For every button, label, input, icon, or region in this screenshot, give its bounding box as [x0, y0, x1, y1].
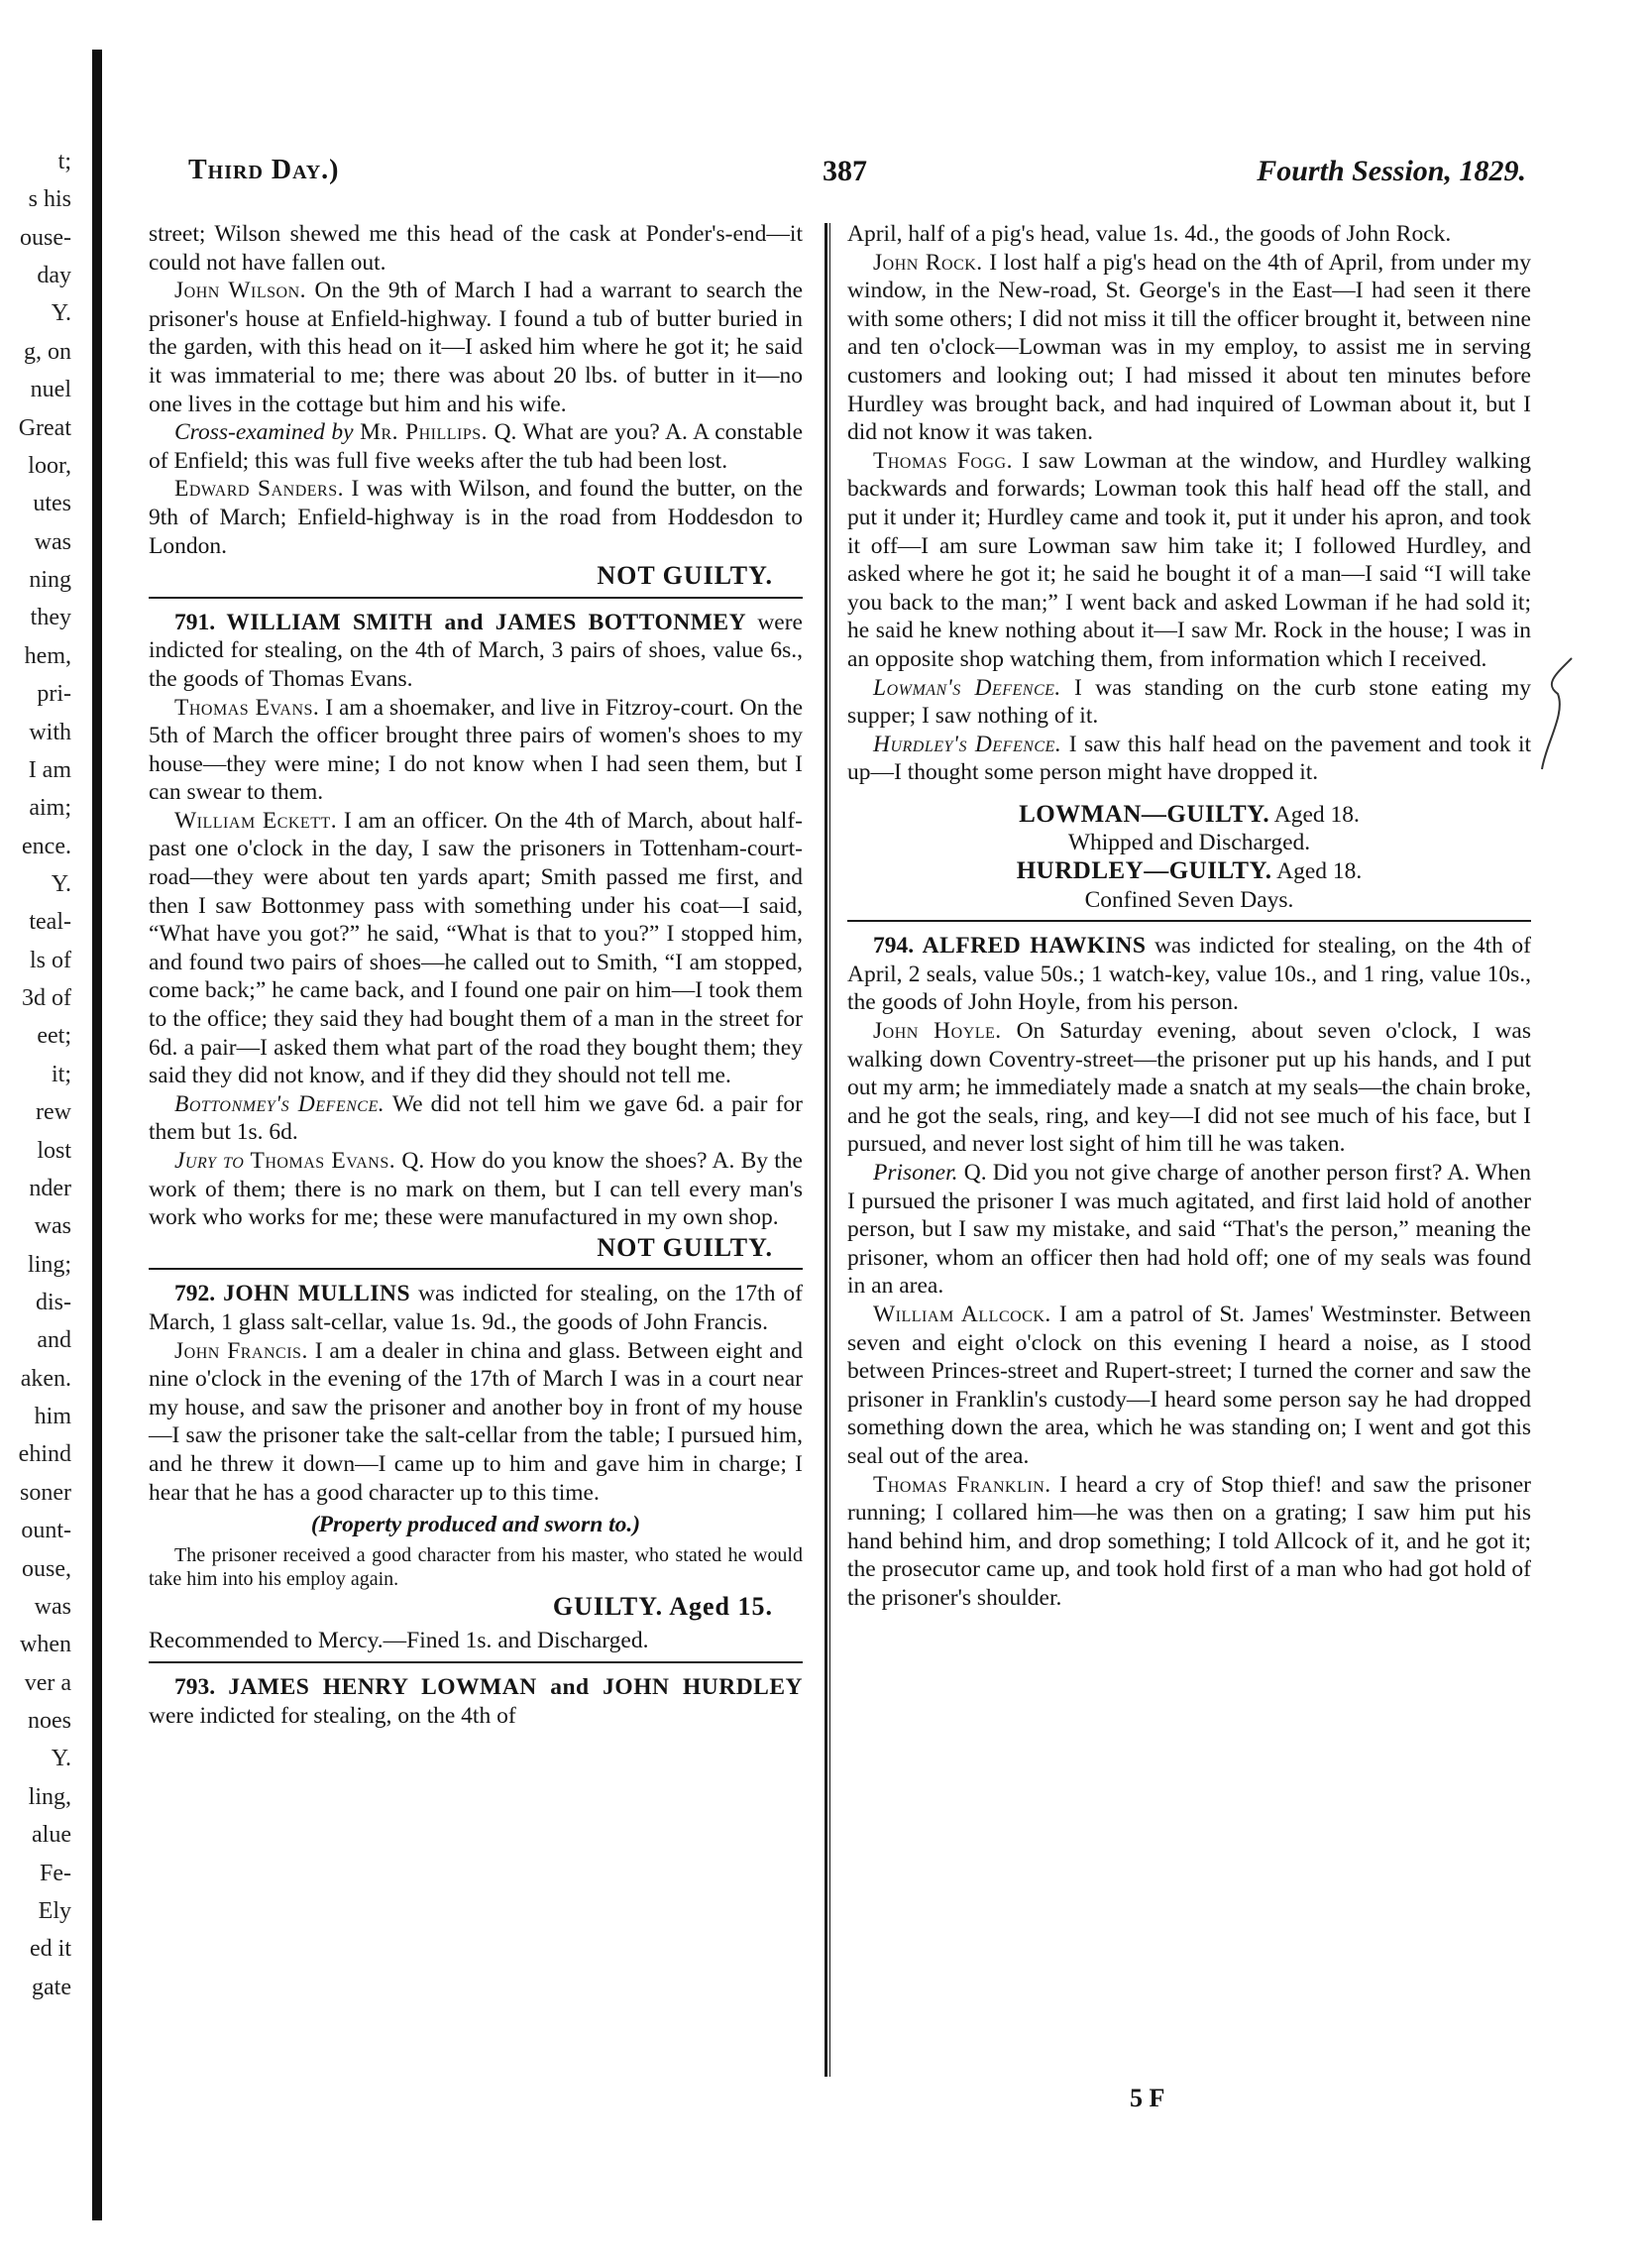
case-heading: [149, 609, 803, 694]
testimony-text: On Saturday evening, about seven o'clock, I was walking down Coventry-street—the prisoner put up his hands, and I put out my arm; he immediately made a snatch at my seals—the chain broke, and he got the seals, ring, and key—I did not see much of his face, but I pursued, and never lost sight of him till he was taken.: [847, 1018, 1532, 1158]
bleed-fragment: Ely: [38, 1897, 71, 1924]
verdict: NOT GUILTY.: [597, 561, 773, 591]
bleed-fragment: nuel: [30, 377, 71, 403]
bleed-fragment: ouse-: [20, 224, 71, 251]
defence: [847, 674, 1531, 731]
testimony-text: I am a shoemaker, and live in Fitzroy-court. On the 5th of March the officer brought three pairs of women's shoes to my house—they were mine; I do not know when I had seen them, but I can swear to them.: [149, 694, 804, 806]
case-separator: [149, 1661, 803, 1663]
bleed-fragment: aken.: [20, 1365, 71, 1392]
facing-page-bleed: [0, 149, 77, 2032]
witness-name: William Eckett.: [174, 807, 338, 834]
bleed-fragment: ver a: [24, 1669, 71, 1696]
bleed-fragment: loor,: [28, 452, 71, 479]
defence: [847, 731, 1531, 787]
testimony: [847, 249, 1531, 447]
testimony: [149, 475, 803, 560]
testimony-text: I was with Wilson, and found the butter, on the 9th of March; Enfield-highway is in the road from Hoddesdon to London.: [149, 476, 804, 559]
indictment-text: were indicted for stealing, on the 4th of: [149, 1702, 516, 1729]
testimony: [847, 1301, 1531, 1471]
testimony-text: I am a patrol of St. James' Westminster. Between seven and eight o'clock on this evening I heard a noise, as I stood between Princes-street and Rupert-street; I turned the corner and saw the prisoner in Franklin's custody—I heard some person say he had dropped something down the area, which he was standing on; I went and got this seal out of the area.: [847, 1301, 1532, 1469]
bleed-fragment: with: [29, 719, 71, 745]
bleed-fragment: dis-: [36, 1290, 71, 1316]
left-column: [149, 220, 803, 1730]
defence-text: I was standing on the curb stone eating my supper; I saw nothing of it.: [847, 674, 1531, 730]
bleed-fragment: s his: [28, 186, 71, 213]
witness-name: Prisoner.: [873, 1160, 958, 1186]
header-session: Fourth Session, 1829.: [1257, 155, 1526, 187]
testimony: [847, 1159, 1531, 1301]
defence-label: Bottonmey's Defence.: [174, 1090, 385, 1117]
case-heading: [847, 932, 1531, 1017]
signature-mark: 5 F: [1130, 2084, 1165, 2112]
case-number: 794.: [873, 933, 915, 960]
bleed-fragment: Great: [18, 414, 71, 441]
paragraph: April, half of a pig's head, value 1s. 4d., the goods of John Rock.: [847, 221, 1452, 247]
age: Aged 18.: [1273, 801, 1360, 828]
bleed-fragment: ling,: [28, 1783, 71, 1810]
verdict: HURDLEY—GUILTY.: [1016, 857, 1272, 885]
verdict: LOWMAN—GUILTY.: [1019, 800, 1270, 828]
sentence-detail: Confined Seven Days.: [1084, 886, 1294, 913]
bleed-fragment: Fe-: [40, 1860, 71, 1886]
bleed-fragment: ehind: [18, 1441, 71, 1468]
bleed-fragment: him: [34, 1404, 71, 1430]
case-number: 791.: [174, 609, 216, 635]
indictment-text: were indicted for stealing, on the 4th of March, 3 pairs of shoes, value 6s., the goods of Thomas Evans.: [149, 609, 803, 692]
witness-name: Thomas Franklin.: [873, 1471, 1051, 1498]
sentence-detail: Whipped and Discharged.: [1067, 830, 1311, 856]
bleed-fragment: hem,: [24, 642, 71, 669]
bleed-fragment: ed it: [30, 1936, 71, 1963]
testimony: [149, 807, 803, 1090]
bleed-fragment: ence.: [22, 833, 71, 859]
bleed-fragment: Y.: [51, 300, 71, 327]
bleed-fragment: Y.: [51, 870, 71, 897]
bleed-fragment: utes: [33, 491, 71, 517]
witness-name: Thomas Evans.: [250, 1148, 396, 1174]
defendant-names: WILLIAM SMITH and JAMES BOTTONMEY: [226, 609, 747, 635]
bleed-fragment: I am: [28, 756, 71, 783]
bleed-fragment: teal-: [29, 909, 71, 936]
witness-name: John Wilson.: [174, 278, 307, 304]
defence-text: We did not tell him we gave 6d. a pair for them but 1s. 6d.: [149, 1090, 804, 1146]
case-number: 792.: [174, 1281, 216, 1307]
bleed-fragment: pri-: [37, 681, 71, 708]
bleed-fragment: rew: [36, 1099, 71, 1126]
page-number: 387: [823, 155, 867, 187]
testimony-text: I lost half a pig's head on the 4th of April, from under my window, in the New-road, St. George's in the East—I had seen it there with some others; I did not miss it till the officer brought it, between nine and ten o'clock—Lowman was in my employ, to assist me in serving customers and looking out; I had missed it about ten minutes before Hurdley was brought back, and had inquired of Lowman about it, but I did not know it was taken.: [847, 249, 1532, 446]
bleed-fragment: was: [34, 1213, 71, 1240]
sentence-note: Recommended to Mercy.—Fined 1s. and Discharged.: [149, 1628, 649, 1654]
bleed-fragment: was: [34, 528, 71, 555]
header-day: Third Day.): [188, 155, 340, 185]
testimony-text: I heard a cry of Stop thief! and saw the prisoner running; I collared him—he was then on a grating; I saw him put his hand behind him, and drop something; I told Allcock of it, and he got it; the prosecutor came up, and took hold first of a man who had got hold of the prisoner's shoulder.: [847, 1471, 1531, 1611]
witness-name: Edward Sanders.: [174, 476, 344, 503]
testimony: [847, 1017, 1531, 1159]
bleed-fragment: t;: [57, 149, 71, 174]
testimony: [149, 1337, 803, 1508]
testimony-text: I am a dealer in china and glass. Between eight and nine o'clock in the evening of the 17th of March I was in a court near my house, and saw the prisoner and another boy in front of my house—I saw the prisoner take the salt-cellar from the table; I pursued him, and he threw it down—I came up to him and gave him in charge; I hear that he has a good character up to this time.: [149, 1337, 804, 1506]
testimony-text: Q. What are you? A. A constable of Enfield; this was full five weeks after the tub had been lost.: [149, 419, 803, 474]
case-heading: [149, 1673, 803, 1730]
bleed-fragment: nder: [29, 1175, 71, 1201]
witness-name: William Allcock.: [873, 1301, 1051, 1327]
cross-examination: [149, 418, 803, 475]
handwritten-margin-mark: [1536, 654, 1576, 773]
bleed-fragment: 3d of: [22, 985, 71, 1012]
bleed-fragment: ouse,: [22, 1555, 71, 1582]
bleed-fragment: alue: [32, 1822, 71, 1849]
bleed-fragment: ls of: [30, 947, 71, 973]
testimony-text: Q. Did you not give charge of another person first? A. When I pursued the prisoner I was much agitated, and first laid hold of another person, but I saw my mistake, and said “That's the person,” meaning the prisoner, whom an officer then had hold off; one of my seals was found in an area.: [847, 1160, 1531, 1300]
testimony-text: I saw Lowman at the window, and Hurdley walking backwards and forwards; Lowman took this half head off the stall, and put it under it; Hurdley came and took it, put it under his apron, and took it off—I am sure Lowman saw him take it; I followed Hurdley, and asked where he got it; he said he bought it of a man—I said “I will take you back to the man;” I went back and asked Lowman if he had sold it; he said he knew nothing about it—I saw Mr. Rock in the house; I was in an opposite shop watching them, from information which I received.: [847, 447, 1531, 672]
bleed-fragment: soner: [20, 1479, 71, 1506]
testimony: [847, 1471, 1531, 1613]
witness-name: Thomas Fogg.: [873, 447, 1013, 474]
bleed-fragment: day: [37, 263, 71, 289]
bleed-fragment: g, on: [24, 338, 71, 365]
testimony: [149, 694, 803, 807]
defence-label: Hurdley's Defence.: [873, 731, 1062, 757]
right-column: [847, 220, 1531, 1613]
bleed-fragment: Y.: [51, 1746, 71, 1772]
column-divider-thin: [829, 223, 830, 2077]
defence-text: I saw this half head on the pavement and took it up—I thought some person might have dropped it.: [847, 731, 1532, 786]
bleed-fragment: was: [34, 1593, 71, 1620]
bleed-fragment: when: [20, 1632, 71, 1658]
property-note: (Property produced and sworn to.): [310, 1512, 641, 1538]
defence: [149, 1090, 803, 1147]
defendant-names: JAMES HENRY LOWMAN and JOHN HURDLEY: [228, 1673, 804, 1700]
character-note: The prisoner received a good character from his master, who stated he would take him into his employ again.: [149, 1543, 803, 1590]
bleed-fragment: aim;: [29, 795, 71, 822]
case-separator: [149, 1268, 803, 1270]
case-separator: [149, 597, 803, 599]
defendant-names: ALFRED HAWKINS: [922, 933, 1147, 960]
jury-question: [149, 1147, 803, 1232]
indictment-text: was indicted for stealing, on the 4th of April, 2 seals, value 50s.; 1 watch-key, value 10s., and 1 ring, value 10s., the goods of John Hoyle, from his person.: [847, 933, 1532, 1016]
bleed-fragment: ning: [29, 567, 71, 594]
age: Aged 18.: [1276, 858, 1363, 885]
bleed-fragment: gate: [32, 1974, 71, 2000]
case-separator: [847, 920, 1531, 922]
bleed-fragment: and: [37, 1327, 71, 1354]
jury-label: Jury to: [174, 1148, 245, 1174]
testimony: [149, 277, 803, 418]
bleed-fragment: lost: [37, 1137, 71, 1164]
case-heading: [149, 1280, 803, 1336]
running-header: [188, 155, 1526, 194]
bleed-fragment: ount-: [21, 1518, 71, 1544]
testimony-text: On the 9th of March I had a warrant to search the prisoner's house at Enfield-highway. I found a tub of butter buried in the garden, with this head on it—I asked him where he got it; he said it was immaterial to me; there was about 20 lbs. of butter in it—no one lives in the cottage but him and his wife.: [149, 278, 804, 417]
verdict: GUILTY. Aged 15.: [552, 1591, 773, 1621]
witness-name: John Hoyle.: [873, 1018, 1002, 1045]
indictment-text: was indicted for stealing, on the 17th of March, 1 glass salt-cellar, value 1s. 9d., the goods of John Francis.: [149, 1281, 804, 1335]
defendant-names: JOHN MULLINS: [223, 1281, 411, 1307]
verdict: NOT GUILTY.: [597, 1232, 773, 1262]
binding-spine: [92, 50, 102, 2220]
witness-name: John Francis.: [174, 1337, 308, 1364]
cross-label: Cross-examined by: [174, 419, 354, 446]
bleed-fragment: it;: [51, 1061, 71, 1087]
case-number: 793.: [174, 1673, 216, 1700]
defence-label: Lowman's Defence.: [873, 674, 1061, 701]
witness-name: Thomas Evans.: [174, 694, 320, 721]
testimony-text: Q. How do you know the shoes? A. By the work of them; there is no mark on them, but I can tell every man's work who works for me; these were manufactured in my own shop.: [149, 1148, 803, 1231]
sentence: [847, 801, 1531, 830]
sentence: [847, 857, 1531, 886]
bleed-fragment: eet;: [37, 1023, 71, 1050]
bleed-fragment: they: [30, 605, 71, 631]
testimony: [847, 447, 1531, 674]
testimony-text: I am an officer. On the 4th of March, about half-past one o'clock in the day, I saw the prisoners in Tottenham-court-road—they were about ten yards apart; Smith passed me first, and then I saw Bottonmey pass with something under his coat—I said, “What have you got?” he said, “What is that to you?” I stopped him, and found two pairs of shoes—he called out to Smith, “I am stopped, come back;” he came back, and I found one pair on him—I took them to the office; they said they had bought them of a man in the street for 6d. a pair—I asked them what part of the road they bought them; they said they did not know, and if they did they should not tell me.: [149, 807, 803, 1089]
counsel-name: Mr. Phillips.: [360, 419, 489, 446]
witness-name: John Rock.: [873, 249, 983, 276]
paragraph: street; Wilson shewed me this head of the cask at Ponder's-end—it could not have fallen out.: [149, 221, 803, 276]
column-divider: [824, 223, 827, 2077]
bleed-fragment: ling;: [27, 1251, 71, 1278]
bleed-fragment: noes: [28, 1708, 71, 1735]
